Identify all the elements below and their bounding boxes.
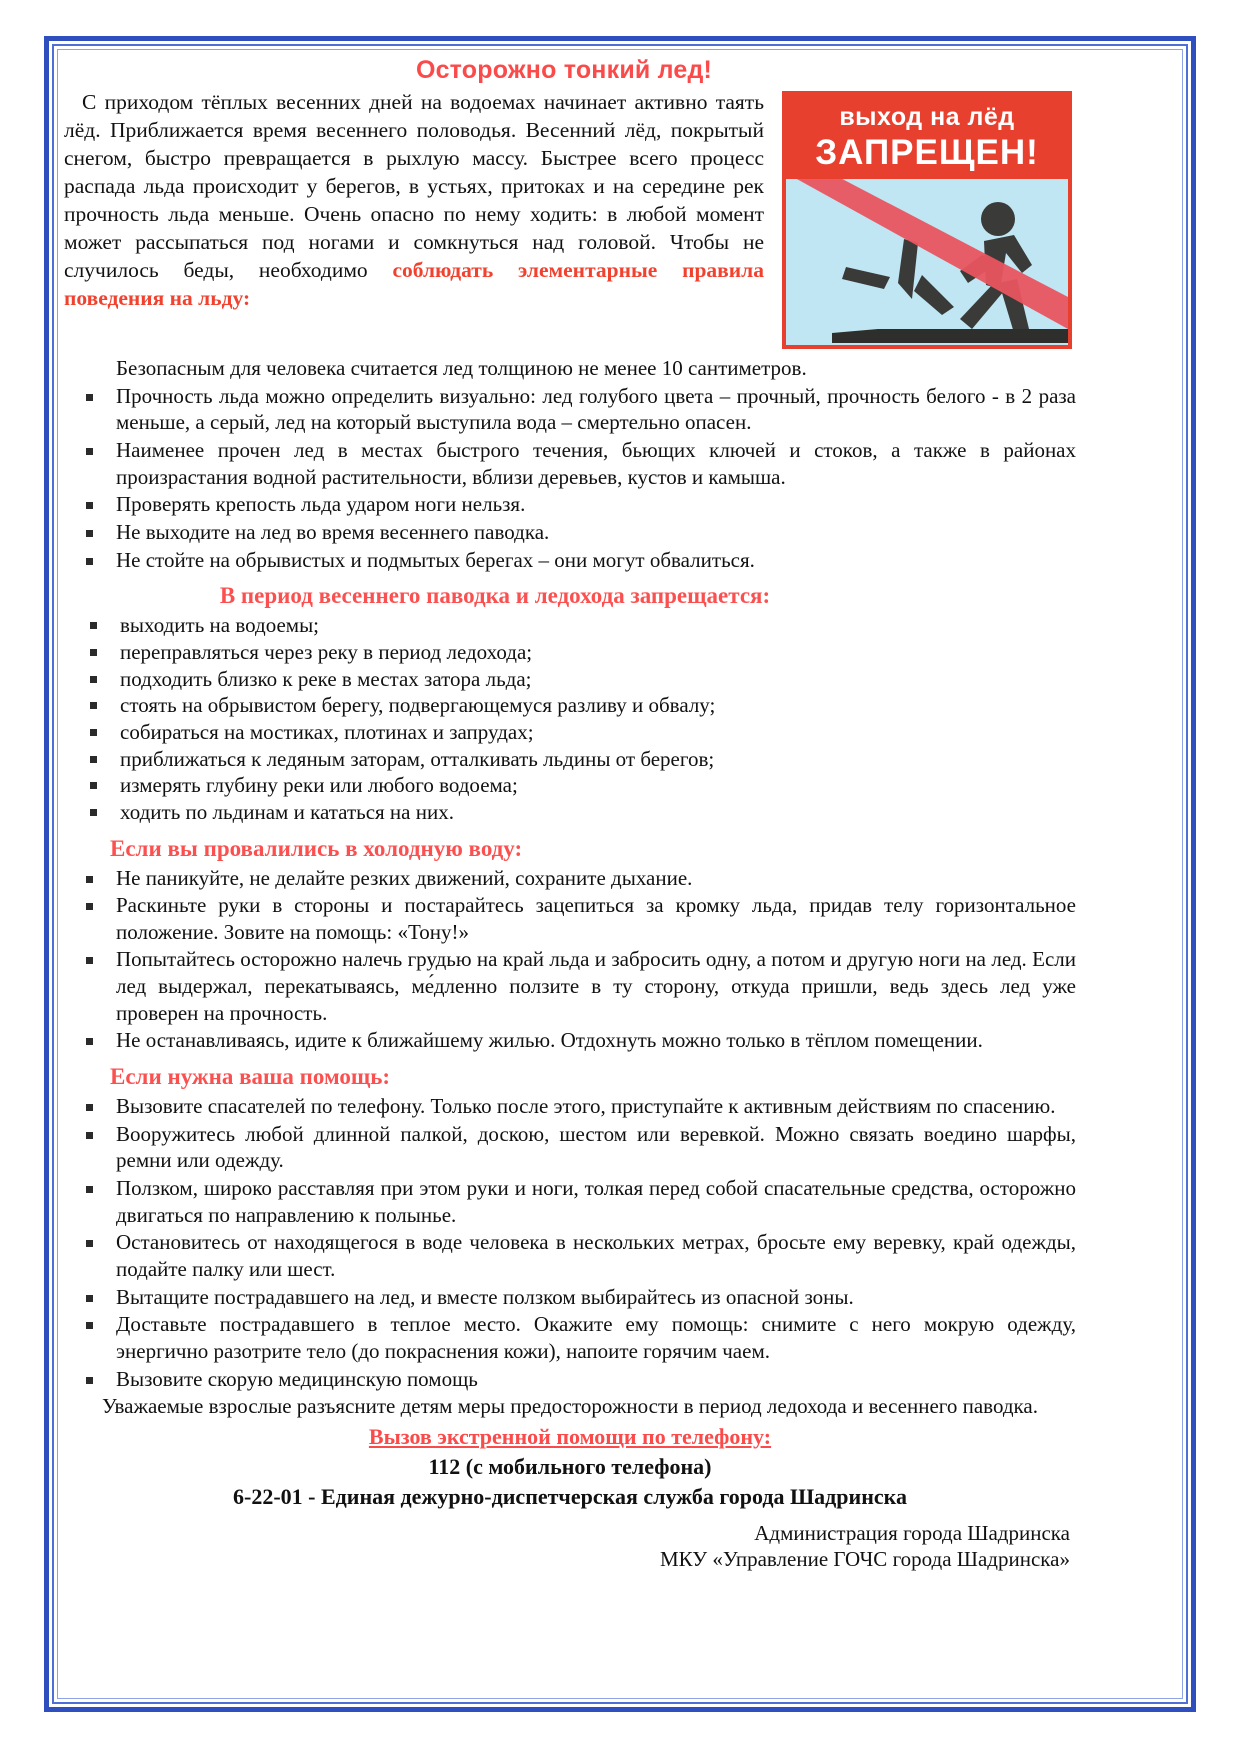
list-item: Не стойте на обрывистых и подмытых берегах – они могут обвалиться. [64, 547, 1076, 574]
prohibited-list [64, 612, 1076, 825]
list-item: Ползком, широко расставляя при этом руки и ноги, толкая перед собой спасательные средства, осторожно двигаться по направлению к полынье. [64, 1175, 1076, 1228]
list-item: ходить по льдинам и кататься на них. [64, 799, 1076, 826]
list-item: Не выходите на лед во время весеннего паводка. [64, 519, 1076, 546]
list-item: стоять на обрывистом берегу, подвергающемуся разливу и обвалу; [64, 692, 1076, 719]
intro-section [64, 89, 1076, 313]
general-lead-line: Безопасным для человека считается лед толщиною не менее 10 сантиметров. [116, 356, 807, 380]
list-item: Наименее прочен лед в местах быстрого течения, бьющих ключей и стоков, а также в районах произрастания водной растительности, вблизи деревьев, кустов и камыша. [64, 437, 1076, 490]
intro-highlight: соблюдать элементарные правила поведения на льду: [64, 257, 764, 310]
list-item: Прочность льда можно определить визуально: лед голубого цвета – прочный, прочность белого - в 2 раза меньше, а серый, лед на который выступила вода – смертельно опасен. [64, 383, 1076, 436]
footer-service-line: 6-22-01 - Единая дежурно-диспетчерская служба города Шадринска [233, 1483, 907, 1509]
sign-illustration-icon [786, 179, 1068, 345]
list-item: Раскиньте руки в стороны и постарайтесь зацепиться за кромку льда, придав телу горизонтальное положение. Зовите на помощь: «Тону!» [64, 892, 1076, 945]
list-item: измерять глубину реки или любого водоема; [64, 772, 1076, 799]
fell-in-list [64, 865, 1076, 1055]
general-rules-list [64, 383, 1076, 574]
footer-parents-note: Уважаемые взрослые разъясните детям меры предосторожности в период ледохода и весеннего паводка. [102, 1394, 1038, 1419]
list-item: Остановитесь от находящегося в воде человека в нескольких метрах, бросьте ему веревку, край одежды, подайте палку или шест. [64, 1229, 1076, 1282]
section-heading-help: Если нужна ваша помощь: [110, 1064, 391, 1090]
poster-content [64, 50, 1076, 1690]
list-item: переправляться через реку в период ледохода; [64, 639, 1076, 666]
section-heading-fell-in: Если вы провалились в холодную воду: [110, 835, 523, 861]
list-item: Не останавливаясь, идите к ближайшему жилью. Отдохнуть можно только в тёплом помещении. [64, 1027, 1076, 1054]
footer-org-line-2: МКУ «Управление ГОЧС города Шадринска» [659, 1546, 1070, 1571]
list-item: Вызовите спасателей по телефону. Только после этого, приступайте к активным действиям по спасению. [64, 1093, 1076, 1120]
footer-phone-mobile: 112 (с мобильного телефона) [428, 1453, 712, 1479]
no-ice-entry-sign [782, 91, 1072, 349]
list-item: подходить близко к реке в местах затора льда; [64, 666, 1076, 693]
sign-line-1: выход на лёд [839, 103, 1015, 131]
list-item: Проверять крепость льда ударом ноги нельзя. [64, 491, 1076, 518]
intro-text-part-1: С приходом тёплых весенних дней на водоемах начинает активно таять лёд. Приближается время весеннего половодья. Весенний лёд, покрытый снегом, быстро превращается в рыхлую массу. Быстрее всего процесс распада льда происходит у берегов, в устьях, притоках и на середине рек прочность льда меньше. Очень опасно по нему ходить: в любой момент может рассыпаться под ногами и сомкнуться над головой. Чтобы не случилось беды, необходимо [64, 90, 764, 282]
help-list [64, 1093, 1076, 1392]
page-title: Осторожно тонкий лед! [415, 56, 713, 84]
sign-line-2: ЗАПРЕЩЕН! [815, 133, 1039, 172]
list-item: Не паникуйте, не делайте резких движений, сохраните дыхание. [64, 865, 1076, 892]
section-heading-prohibited: В период весеннего паводка и ледохода запрещается: [219, 583, 771, 609]
footer-org-line-1: Администрация города Шадринска [754, 1520, 1070, 1545]
list-item: собираться на мостиках, плотинах и запрудах; [64, 719, 1076, 746]
list-item: Доставьте пострадавшего в теплое место. Окажите ему помощь: снимите с него мокрую одежду, энергично разотрите тело (до покраснения кожи), напоите горячим чаем. [64, 1311, 1076, 1364]
list-item: Вызовите скорую медицинскую помощь [64, 1366, 1076, 1393]
list-item: Вытащите пострадавшего на лед, и вместе ползком выбирайтесь из опасной зоны. [64, 1284, 1076, 1311]
footer-emergency-heading: Вызов экстренной помощи по телефону: [368, 1423, 772, 1449]
list-item: приближаться к ледяным заторам, отталкивать льдины от берегов; [64, 746, 1076, 773]
list-item: выходить на водоемы; [64, 612, 1076, 639]
list-item: Попытайтесь осторожно налечь грудью на край льда и забросить одну, а потом и другую ноги на лед. Если лед выдержал, перекатываясь, ме́дленно ползите в ту сторону, откуда пришли, ведь здесь лед уже проверен на прочность. [64, 946, 1076, 1026]
list-item: Вооружитесь любой длинной палкой, доскою, шестом или веревкой. Можно связать воедино шарфы, ремни или одежду. [64, 1121, 1076, 1174]
